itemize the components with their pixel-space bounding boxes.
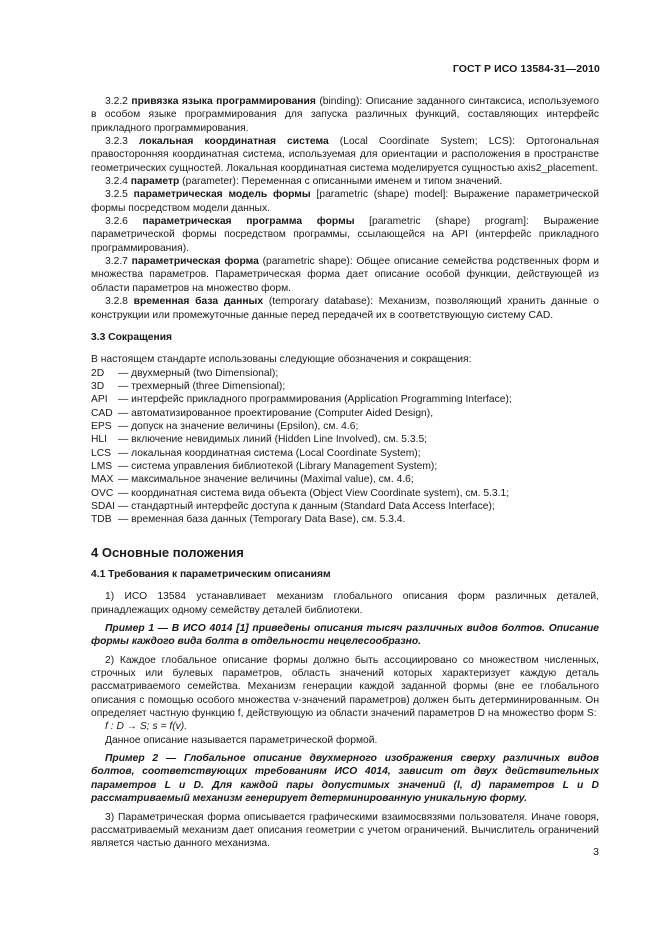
term: временная база данных	[133, 296, 264, 308]
paragraph-2: 2) Каждое глобальное описание формы должно быть ассоциировано со множеством численных, строчных или булевых параметров, область значений которых характеризует каждую деталь рассматриваемого семейства. Механизм генерации каждой заданной формы (вне ее глобального описания с помощью особого множества v-значений параметров) должен быть детерминированным. Он определяет частную функцию f, действующую из области значений параметров D на множество форм S:	[91, 654, 599, 720]
definition-3-2-3: 3.2.3 локальная координатная система (Local Coordinate System; LCS): Ортогональная правосторонняя координатная система, используемая для ориентации и расположения в пространстве геометрических сущностей. Локальная координатная система моделируется сущностью axis2_placement.	[91, 136, 599, 174]
abbr-item: CAD — автоматизированное проектирование (Computer Aided Design),	[91, 407, 434, 419]
paragraph-2b: Данное описание называется параметрической формой.	[105, 734, 378, 746]
term: параметрическая форма	[131, 256, 259, 268]
definition-3-2-2: 3.2.2 привязка языка программирования (binding): Описание заданного синтаксиса, используемого в особом языке программирования для запуска различных функций, составляющих интерфейс прикладного программирования.	[91, 96, 599, 134]
term: параметрическая программа формы	[142, 216, 355, 228]
abbreviations-intro: В настоящем стандарте использованы следующие обозначения и сокращения:	[91, 354, 472, 366]
paragraph-1: 1) ИСО 13584 устанавливает механизм глобального описания форм различных деталей, принадлежащих одному семейству деталей библиотеки.	[91, 591, 599, 616]
term: локальная координатная система	[139, 136, 329, 148]
section-4-1-heading: 4.1 Требования к параметрическим описаниям	[91, 569, 331, 580]
page-number: 3	[593, 846, 599, 858]
definition-3-2-6: 3.2.6 параметрическая программа формы [parametric (shape) program]: Выражение параметрической формы посредством программы, ссылающейся на API (интерфейс прикладного программирования).	[91, 216, 599, 254]
formula: f : D → S; s = f(v).	[105, 721, 188, 733]
term: параметрическая модель формы	[133, 189, 311, 201]
definition-3-2-4: 3.2.4 параметр (parameter): Переменная с описанными именем и типом значений.	[105, 176, 503, 188]
abbr-item: HLI — включение невидимых линий (Hidden Line Involved), см. 5.3.5;	[91, 434, 428, 446]
example-1: Пример 1 — В ИСО 4014 [1] приведены описания тысяч различных видов болтов. Описание формы каждого вида болта в отдельности нецелесообразно.	[91, 623, 599, 648]
document-header: ГОСТ Р ИСО 13584-31—2010	[452, 63, 600, 75]
example-2: Пример 2 — Глобальное описание двухмерного изображения сверху различных видов болтов, соответствующих требованиям ИСО 4014, зависит от двух действительных параметров L и D. Для каждой пары допустимых значений (l, d) параметров L и D рассматриваемый механизм генерирует детерминированную уникальную форму.	[91, 753, 599, 805]
abbr-item: EPS — допуск на значение величины (Epsilon), см. 4.6;	[91, 420, 359, 432]
definition-3-2-5: 3.2.5 параметрическая модель формы [parametric (shape) model]: Выражение параметрической формы посредством модели данных.	[91, 189, 599, 214]
abbr-item: OVC — координатная система вида объекта (Object View Coordinate system), см. 5.3.1;	[91, 487, 510, 499]
page-content	[91, 95, 599, 851]
abbreviations-list	[91, 367, 599, 527]
paragraph-3: 3) Параметрическая форма описывается графическими взаимосвязями пользователя. Иначе говоря, рассматриваемый механизм дает описания геометрии с учетом ограничений. Вычислитель ограничений является частью данного механизма.	[91, 811, 599, 850]
term: параметр	[130, 176, 180, 188]
abbr-item: SDAI — стандартный интерфейс доступа к данным (Standard Data Access Interface);	[91, 500, 495, 512]
abbr-item: 3D — трехмерный (three Dimensional);	[91, 380, 286, 392]
section-4-heading: 4 Основные положения	[91, 544, 244, 560]
abbr-item: 2D — двухмерный (two Dimensional);	[91, 367, 279, 379]
definition-3-2-8: 3.2.8 временная база данных (temporary database): Механизм, позволяющий хранить данные о конструкции или промежуточные данные перед передачей их в соответствующую систему CAD.	[91, 296, 599, 321]
abbr-item: LMS — система управления библиотекой (Library Management System);	[91, 460, 438, 472]
abbr-item: API — интерфейс прикладного программирования (Application Programming Interface);	[91, 394, 512, 406]
section-3-3-heading: 3.3 Сокращения	[91, 331, 173, 343]
definition-3-2-7: 3.2.7 параметрическая форма (parametric shape): Общее описание семейства родственных форм и множества параметров. Параметрическая форма дает описание особой функции, действующей из области параметров на множество форм.	[91, 256, 599, 294]
abbr-item: TDB — временная база данных (Temporary Data Base), см. 5.3.4.	[91, 514, 406, 526]
abbr-item: LCS — локальная координатная система (Local Coordinate System);	[91, 447, 421, 459]
term: привязка языка программирования	[131, 96, 316, 107]
abbr-item: MAX — максимальное значение величины (Maximal value), см. 4.6;	[91, 474, 414, 486]
